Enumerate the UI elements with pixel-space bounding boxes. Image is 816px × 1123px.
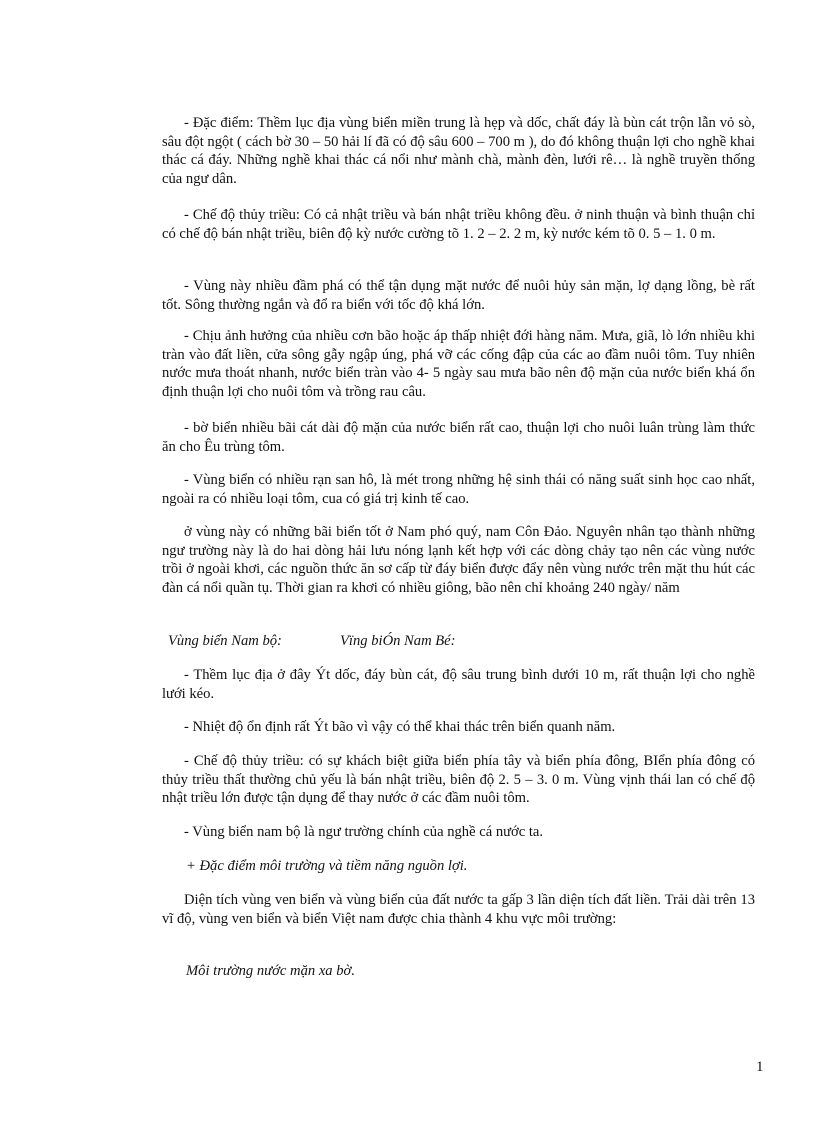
- paragraph-storms: - Chịu ảnh hưởng của nhiều cơn bão hoặc áp thấp nhiệt đới hàng năm. Mưa, giã, lò lớn nhiều khi tràn vào đất liền, cửa sông gẫy ngập úng, phá vỡ các cống đập của các ao đầm nuôi tôm. Tuy nhiên nước mưa thoát nhanh, nước biển tràn vào 4- 5 ngày sau mưa bão nên độ mặn của nước biển khá ổn định thuận lợi cho nuôi tôm và trồng rau câu.: [162, 328, 755, 400]
- paragraph-central-seabed: - Đặc điểm: Thềm lục địa vùng biển miền trung là hẹp và dốc, chất đáy là bùn cát trộn lẫn vỏ sò, sâu đột ngột ( cách bờ 30 – 50 hải lí đã có độ sâu 600 – 700 m ), do đó không thuận lợi cho nghề khai thác cá đáy. Những nghề khai thác cá nổi như mành chà, mành đèn, lưới rê… là nghề truyền thống của ngư dân.: [162, 115, 755, 187]
- south-region-heading: Vùng biển Nam bộ:: [168, 633, 282, 649]
- section-heading: + Đặc điểm môi trường và tiềm năng nguồn lợi.: [186, 858, 468, 874]
- paragraph-south-fishery: - Vùng biển nam bộ là ngư trường chính của nghề cá nước ta.: [184, 824, 544, 840]
- paragraph-central-tide: - Chế độ thủy triều: Có cả nhật triều và bán nhật triều không đều. ở ninh thuận và bình thuận chỉ có chế độ bán nhật triều, biên độ kỳ nước cường tõ 1. 2 – 2. 2 m, kỳ nước kém tõ 0. 5 – 1. 0 m.: [162, 207, 755, 242]
- paragraph-coral-reefs: - Vùng biển có nhiều rạn san hô, là mét trong những hệ sinh thái có năng suất sinh học cao nhất, ngoài ra có nhiều loại tôm, cua có giá trị kinh tế cao.: [162, 472, 755, 507]
- south-region-heading-garbled: Vïng biÓn Nam Bé:: [340, 633, 456, 649]
- page-number: 1: [756, 1059, 764, 1075]
- paragraph-lagoons: - Vùng này nhiều đầm phá có thể tận dụng mặt nước để nuôi hủy sản mặn, lợ dạng lồng, bè rất tốt. Sông thường ngắn và đổ ra biển với tốc độ khá lớn.: [162, 278, 755, 313]
- sub-heading: Môi trường nước mặn xa bờ.: [186, 963, 355, 979]
- paragraph-beaches: - bờ biển nhiều bãi cát dài độ mặn của nước biển rất cao, thuận lợi cho nuôi luân trùng làm thức ăn cho Êu trùng tôm.: [162, 420, 755, 455]
- paragraph-coastal-area: Diện tích vùng ven biển và vùng biển của đất nước ta gấp 3 lần diện tích đất liền. Trải dài trên 13 vĩ độ, vùng ven biển và biển Việt nam được chia thành 4 khu vực môi trường:: [162, 892, 755, 927]
- paragraph-south-temperature: - Nhiệt độ ổn định rất Ýt bão vì vậy có thể khai thác trên biển quanh năm.: [184, 719, 616, 735]
- paragraph-south-shelf: - Thềm lục địa ở đây Ýt dốc, đáy bùn cát, độ sâu trung bình dưới 10 m, rất thuận lợi cho nghề lưới kéo.: [162, 667, 755, 702]
- paragraph-south-tide: - Chế độ thủy triều: có sự khách biệt giữa biển phía tây và biển phía đông, BIển phía đông có thủy triều thất thường chủ yếu là bán nhật triều, biên độ 2. 5 – 3. 0 m. Vùng vịnh thái lan có chế độ nhật triều lớn được tận dụng để thay nước ở các đầm nuôi tôm.: [162, 753, 755, 806]
- paragraph-fishing-grounds: ở vùng này có những bãi biển tốt ở Nam phó quý, nam Côn Đảo. Nguyên nhân tạo thành những ngư trường này là do hai dòng hải lưu nóng lạnh kết hợp với các dòng chảy tạo nên các vùng nước trồi ở ngoài khơi, các nguồn thức ăn sơ cấp từ đáy biển được đẩy nên vùng nước trên mặt thu hút các đàn cá nổi quần tụ. Thời gian ra khơi có nhiều giông, bão nên chỉ khoảng 240 ngày/ năm: [162, 524, 755, 596]
